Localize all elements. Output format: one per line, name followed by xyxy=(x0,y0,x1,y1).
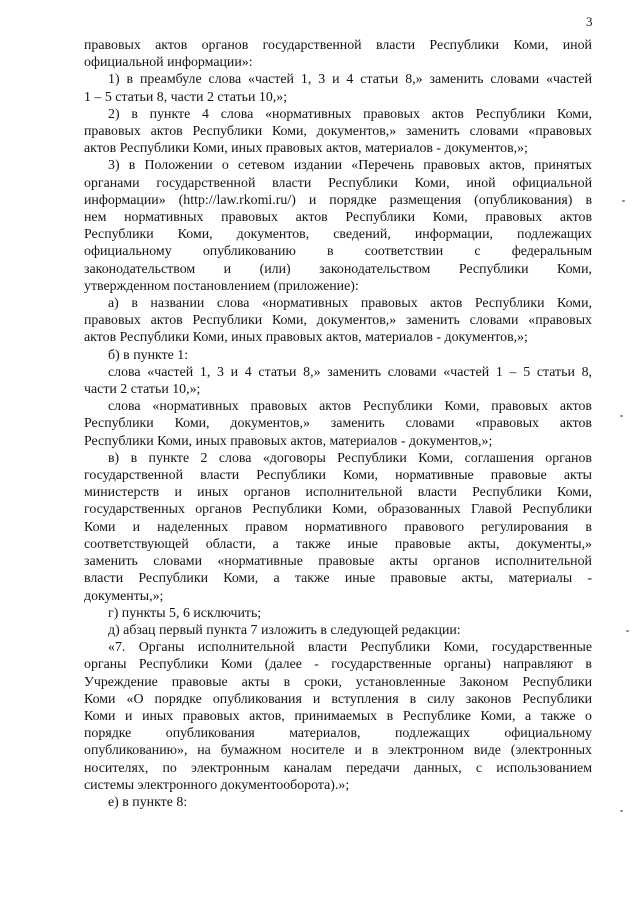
text-line: информации» (http://law.rkomi.ru/) и порядке размещения (опубликования) в xyxy=(84,192,592,208)
text-line: носителях, по электронным каналам передачи данных, с использованием xyxy=(84,760,592,776)
text-line: Коми и наделенных правом нормативного правового регулирования в xyxy=(84,519,592,535)
text-line: органами государственной власти Республики Коми, иной официальной xyxy=(84,175,592,191)
scan-speck xyxy=(620,810,623,812)
text-line: законодательством и (или) законодательством Республики Коми, xyxy=(84,261,592,277)
text-line: утвержденном постановлением (приложение): xyxy=(84,278,359,294)
text-line: Республики Коми, документов,» заменить словами «правовых актов xyxy=(84,416,592,432)
text-line: актов Республики Коми, иных правовых актов, материалов - документов,»; xyxy=(84,330,528,346)
text-line: актов Республики Коми, иных правовых актов, материалов - документов,»; xyxy=(84,141,528,157)
text-line: Учреждение правовые акты в сроки, установленные Законом Республики xyxy=(84,674,592,690)
text-line: б) в пункте 1: xyxy=(108,347,189,363)
text-line: правовых актов органов государственной власти Республики Коми, иной xyxy=(84,38,592,53)
text-line: заменить словами «нормативные правовые акты органов исполнительной xyxy=(84,554,592,570)
text-line: д) абзац первый пункта 7 изложить в следующей редакции: xyxy=(108,622,461,638)
text-line: 3) в Положении о сетевом издании «Перечень правовых актов, принятых xyxy=(108,158,592,174)
text-line: 1 – 5 статьи 8, части 2 статьи 10,»; xyxy=(84,89,288,105)
text-line: государственной власти Республики Коми, нормативные правовые акты xyxy=(84,468,592,484)
text-line: правовых актов Республики Коми, документов,» заменить словами «правовых xyxy=(84,124,592,140)
text-line: нем нормативных правовых актов Республики Коми, правовых актов xyxy=(84,210,592,226)
text-line: слова «нормативных правовых актов Республики Коми, правовых актов xyxy=(108,399,592,415)
text-line: официальной информации»: xyxy=(84,55,253,71)
text-line: Коми «О порядке опубликования и вступления в силу законов Республики xyxy=(84,691,592,707)
text-line: правовых актов Республики Коми, документов,» заменить словами «правовых xyxy=(84,313,592,329)
page-number: 3 xyxy=(586,14,593,29)
text-line: государственных органов Республики Коми, образованных Главой Республики xyxy=(84,502,592,518)
text-line: Коми и иных правовых актов, принимаемых в Республике Коми, а также о xyxy=(84,708,592,724)
text-line: 1) в преамбуле слова «частей 1, 3 и 4 статьи 8,» заменить словами «частей xyxy=(108,72,592,88)
text-line: е) в пункте 8: xyxy=(108,794,188,810)
text-line: соответствующей области, а также иные правовые акты, документы,» xyxy=(84,536,592,552)
scan-speck xyxy=(626,630,629,632)
text-line: в) в пункте 2 слова «договоры Республики Коми, соглашения органов xyxy=(108,450,592,466)
text-line: порядке опубликования материалов, подлежащих официальному xyxy=(84,726,592,742)
text-line: опубликованию», на бумажном носителе и в электронном виде (электронных xyxy=(84,743,592,759)
text-line: Республики Коми, иных правовых актов, материалов - документов,»; xyxy=(84,433,493,449)
text-line: власти Республики Коми, а также иные правовые акты, материалы - xyxy=(84,571,592,587)
text-line: органы Республики Коми (далее - государственные органы) направляют в xyxy=(84,657,592,673)
text-line: «7. Органы исполнительной власти Республики Коми, государственные xyxy=(108,640,592,656)
scan-speck xyxy=(622,200,625,202)
text-line: Республики Коми, документов, сведений, информации, подлежащих xyxy=(84,227,592,243)
text-line: части 2 статьи 10,»; xyxy=(84,382,201,398)
text-line: документы,»; xyxy=(84,588,164,604)
document-body xyxy=(84,37,592,811)
text-line: г) пункты 5, 6 исключить; xyxy=(108,605,262,621)
text-line: слова «частей 1, 3 и 4 статьи 8,» заменить словами «частей 1 – 5 статьи 8, xyxy=(108,364,592,380)
text-line: министерств и иных органов исполнительной власти Республики Коми, xyxy=(84,485,592,501)
text-line: а) в названии слова «нормативных правовых актов Республики Коми, xyxy=(108,296,592,312)
text-line: официальному опубликованию в соответствии с федеральным xyxy=(84,244,592,260)
text-line: 2) в пункте 4 слова «нормативных правовых актов Республики Коми, xyxy=(108,106,592,122)
scan-speck xyxy=(620,415,623,417)
text-line: системы электронного документооборота).»; xyxy=(84,777,350,793)
